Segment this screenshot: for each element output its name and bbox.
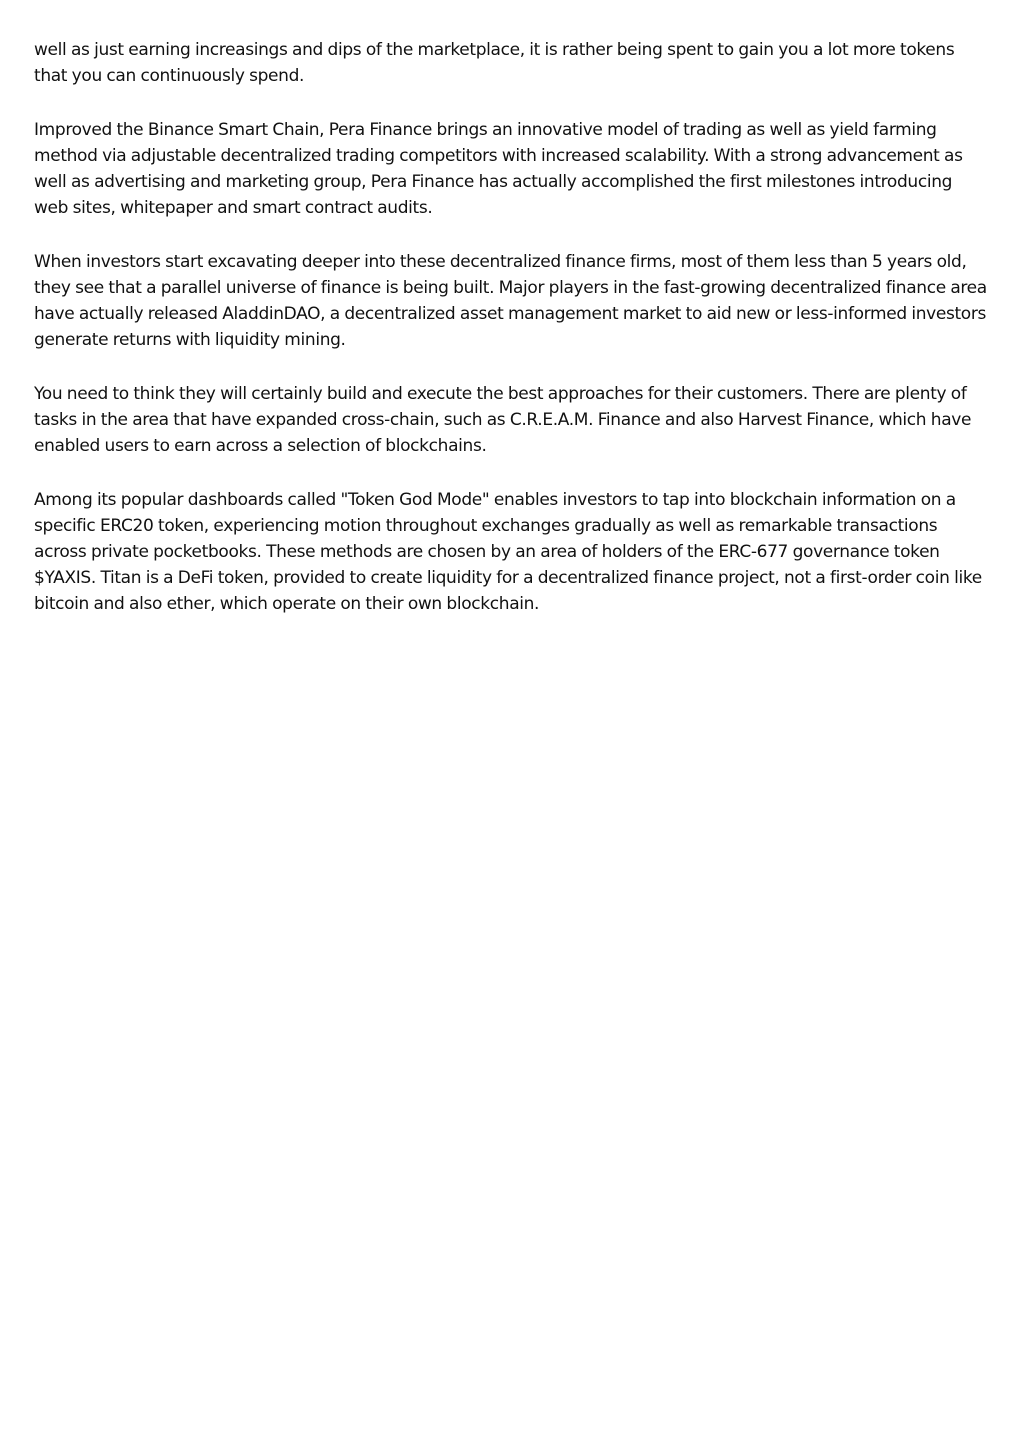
paragraph: When investors start excavating deeper into these decentralized finance firms, most of them less than 5 years old, they see that a parallel universe of finance is being built. Major players in the fast-growing decentralized finance area have actually released AladdinDAO, a decentralized asset management market to aid new or less-informed investors generate returns with liquidity mining. <box>34 252 987 350</box>
paragraph: You need to think they will certainly build and execute the best approaches for their customers. There are plenty of tasks in the area that have expanded cross-chain, such as C.R.E.A.M. Finance and also Harvest Finance, which have enabled users to earn across a selection of blockchains. <box>34 384 972 456</box>
paragraph: Among its popular dashboards called "Token God Mode" enables investors to tap into blockchain information on a specific ERC20 token, experiencing motion throughout exchanges gradually as well as remarkable transactions across private pocketbooks. These methods are chosen by an area of holders of the ERC-677 governance token $YAXIS. Titan is a DeFi token, provided to create liquidity for a decentralized finance project, not a first-order coin like bitcoin and also ether, which operate on their own blockchain. <box>34 490 982 614</box>
document-body <box>34 37 990 645</box>
paragraph: Improved the Binance Smart Chain, Pera Finance brings an innovative model of trading as well as yield farming method via adjustable decentralized trading competitors with increased scalability. With a strong advancement as well as advertising and marketing group, Pera Finance has actually accomplished the first milestones introducing web sites, whitepaper and smart contract audits. <box>34 120 963 218</box>
paragraph: well as just earning increasings and dips of the marketplace, it is rather being spent to gain you a lot more tokens that you can continuously spend. <box>34 40 955 86</box>
